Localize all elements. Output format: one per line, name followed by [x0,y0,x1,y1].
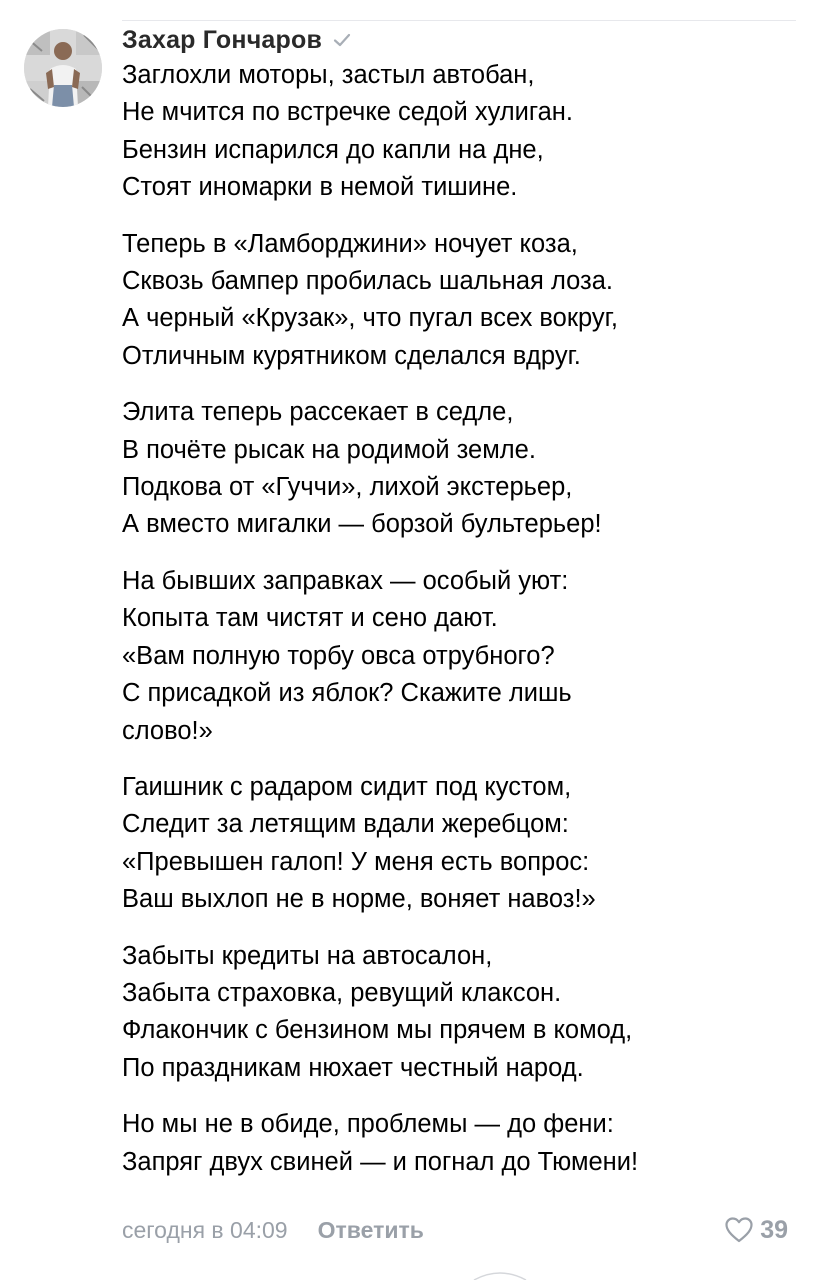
poem-line: Заглохли моторы, застыл автобан, [122,61,535,89]
poem-line: По праздникам нюхает честный народ. [122,1053,584,1082]
poem-line: Ваш выхлоп не в норме, воняет навоз!» [122,885,596,914]
comment-footer [122,1212,788,1248]
poem-line: Стоят иномарки в немой тишине. [122,173,518,202]
poem-line: «Превышен галоп! У меня есть вопрос: [122,847,590,876]
poem-line: В почёте рысак на родимой земле. [122,435,536,464]
poem-line: Но мы не в обиде, проблемы — до фени: [122,1110,614,1139]
poem-line: Забыты кредиты на автосалон, [122,941,493,970]
poem-line: «Вам полную торбу овса отрубного? [122,641,555,670]
poem-line: На бывших заправках — особый уют: [122,566,569,595]
reply-button[interactable]: Ответить [317,1216,424,1243]
avatar-photo [24,29,102,107]
poem-line: Элита теперь рассекает в седле, [122,398,514,427]
poem-line: Сквозь бампер пробилась шальная лоза. [122,267,613,296]
poem-line: С присадкой из яблок? Скажите лишь [122,679,572,708]
like-count: 39 [760,1215,788,1244]
poem-line: слово!» [122,716,213,745]
comment-text [122,57,802,1200]
poem-line: Бензин испарился до капли на дне, [122,135,544,164]
like-button[interactable] [724,1216,788,1245]
poem-line: Запряг двух свиней — и погнал до Тюмени! [122,1147,639,1176]
poem-line: Подкова от «Гуччи», лихой экстерьер, [122,473,573,502]
check-icon [332,30,352,50]
heart-outline-icon [724,1216,754,1244]
stanza [122,226,802,376]
stanza [122,938,802,1088]
poem-line: Флакончик с бензином мы прячем в комод, [122,1016,633,1045]
avatar[interactable] [24,29,102,107]
poem-line: А черный «Крузак», что пугал всех вокруг, [122,304,618,333]
author-row [122,22,352,58]
timestamp[interactable]: сегодня в 04:09 [122,1216,288,1243]
poem-line: Следит за летящим вдали жеребцом: [122,810,569,839]
stanza [122,57,802,207]
stanza [122,769,802,919]
poem-line: Отличным курятником сделался вдруг. [122,341,581,370]
next-comment-edge [470,1262,530,1280]
poem-line: Не мчится по встречке седой хулиган. [122,98,573,127]
poem-line: Гаишник с радаром сидит под кустом, [122,772,572,801]
poem-line: Забыта страховка, ревущий клаксон. [122,978,562,1007]
stanza [122,563,802,750]
poem-line: А вместо мигалки — борзой бультерьер! [122,510,602,539]
poem-line: Копыта там чистят и сено дают. [122,604,498,633]
poem-line: Теперь в «Ламборджини» ночует коза, [122,229,578,258]
stanza [122,1106,802,1181]
stanza [122,394,802,544]
author-name[interactable]: Захар Гончаров [122,25,323,54]
